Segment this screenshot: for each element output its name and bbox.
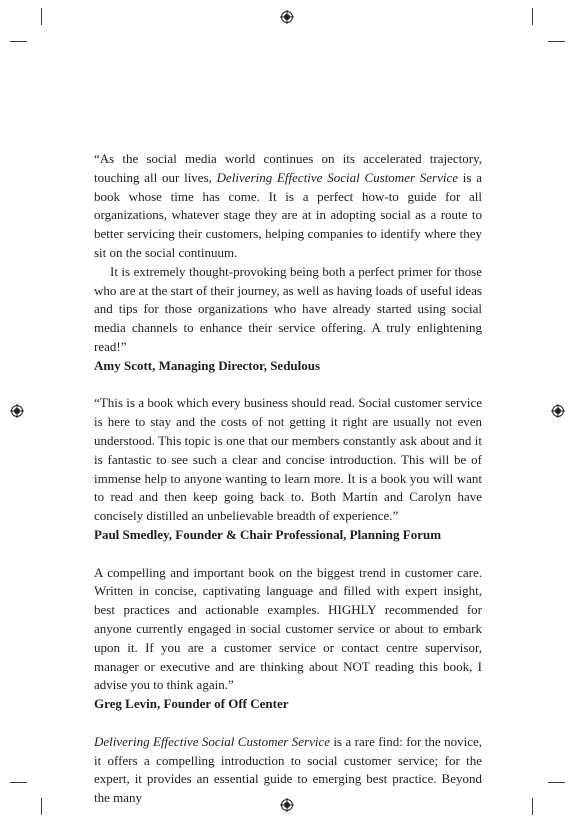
- registration-mark-right-icon: [551, 404, 565, 418]
- book-title: Delivering Effective Social Customer Service: [94, 733, 330, 749]
- crop-mark-top-right-horizontal: [548, 41, 565, 42]
- testimonials-text-block: [94, 150, 482, 808]
- crop-mark-top-left-horizontal: [10, 41, 27, 42]
- testimonial-paragraph: It is extremely thought-provoking being both a perfect primer for those who are at the start of their journey, as well as having loads of useful ideas and tips for those organizations who have already started using social media channels to enhance their service offering. A truly enlightening read!”: [94, 263, 482, 354]
- crop-mark-top-left-vertical: [41, 8, 42, 25]
- testimonial-paragraph: “This is a book which every business should read. Social customer service is here to stay and the costs of not getting it right are usually not even understood. This topic is one that our members constantly ask about and it is fantastic to see such a clear and concise introduction. This will be of immense help to anyone wanting to learn more. It is a book you will want to read and then keep going back to. Both Martin and Carolyn have concisely distilled an unbelievable breadth of experience.”: [94, 395, 482, 524]
- testimonial-attribution: Amy Scott, Managing Director, Sedulous: [94, 357, 321, 373]
- testimonial-attribution: Greg Levin, Founder of Off Center: [94, 696, 289, 712]
- crop-mark-bottom-right-horizontal: [548, 782, 565, 783]
- testimonial-paragraph: Delivering Effective Social Customer Service is a rare find: for the novice, it offers a compelling introduction to social customer service; for the expert, it provides an essential guide to emerging best practice. Beyond the many: [94, 733, 482, 806]
- crop-mark-bottom-left-horizontal: [10, 782, 27, 783]
- registration-mark-left-icon: [10, 404, 24, 418]
- testimonial-paragraph: “As the social media world continues on its accelerated trajectory, touching all our lives, Delivering Effective Social Customer Service is a book whose time has come. It is a perfect how-to guide for all organizations, whatever stage they are at in adopting social as a route to better servicing their customers, helping companies to identify where they sit on the social continuum.: [94, 151, 482, 260]
- book-title: Delivering Effective Social Customer Service: [216, 169, 459, 185]
- registration-mark-top-icon: [280, 10, 294, 24]
- crop-mark-bottom-right-vertical: [532, 798, 533, 815]
- crop-mark-top-right-vertical: [532, 8, 533, 25]
- crop-mark-bottom-left-vertical: [41, 798, 42, 815]
- testimonial-paragraph: A compelling and important book on the biggest trend in customer care. Written in concise, captivating language and filled with expert insight, best practices and actionable examples. HIGHLY recommended for anyone currently engaged in social customer service or about to embark upon it. If you are a customer service or contact centre supervisor, manager or executive and are thinking about NOT reading this book, I advise you to think again.”: [94, 564, 482, 693]
- testimonial-attribution: Paul Smedley, Founder & Chair Professional, Planning Forum: [94, 526, 442, 542]
